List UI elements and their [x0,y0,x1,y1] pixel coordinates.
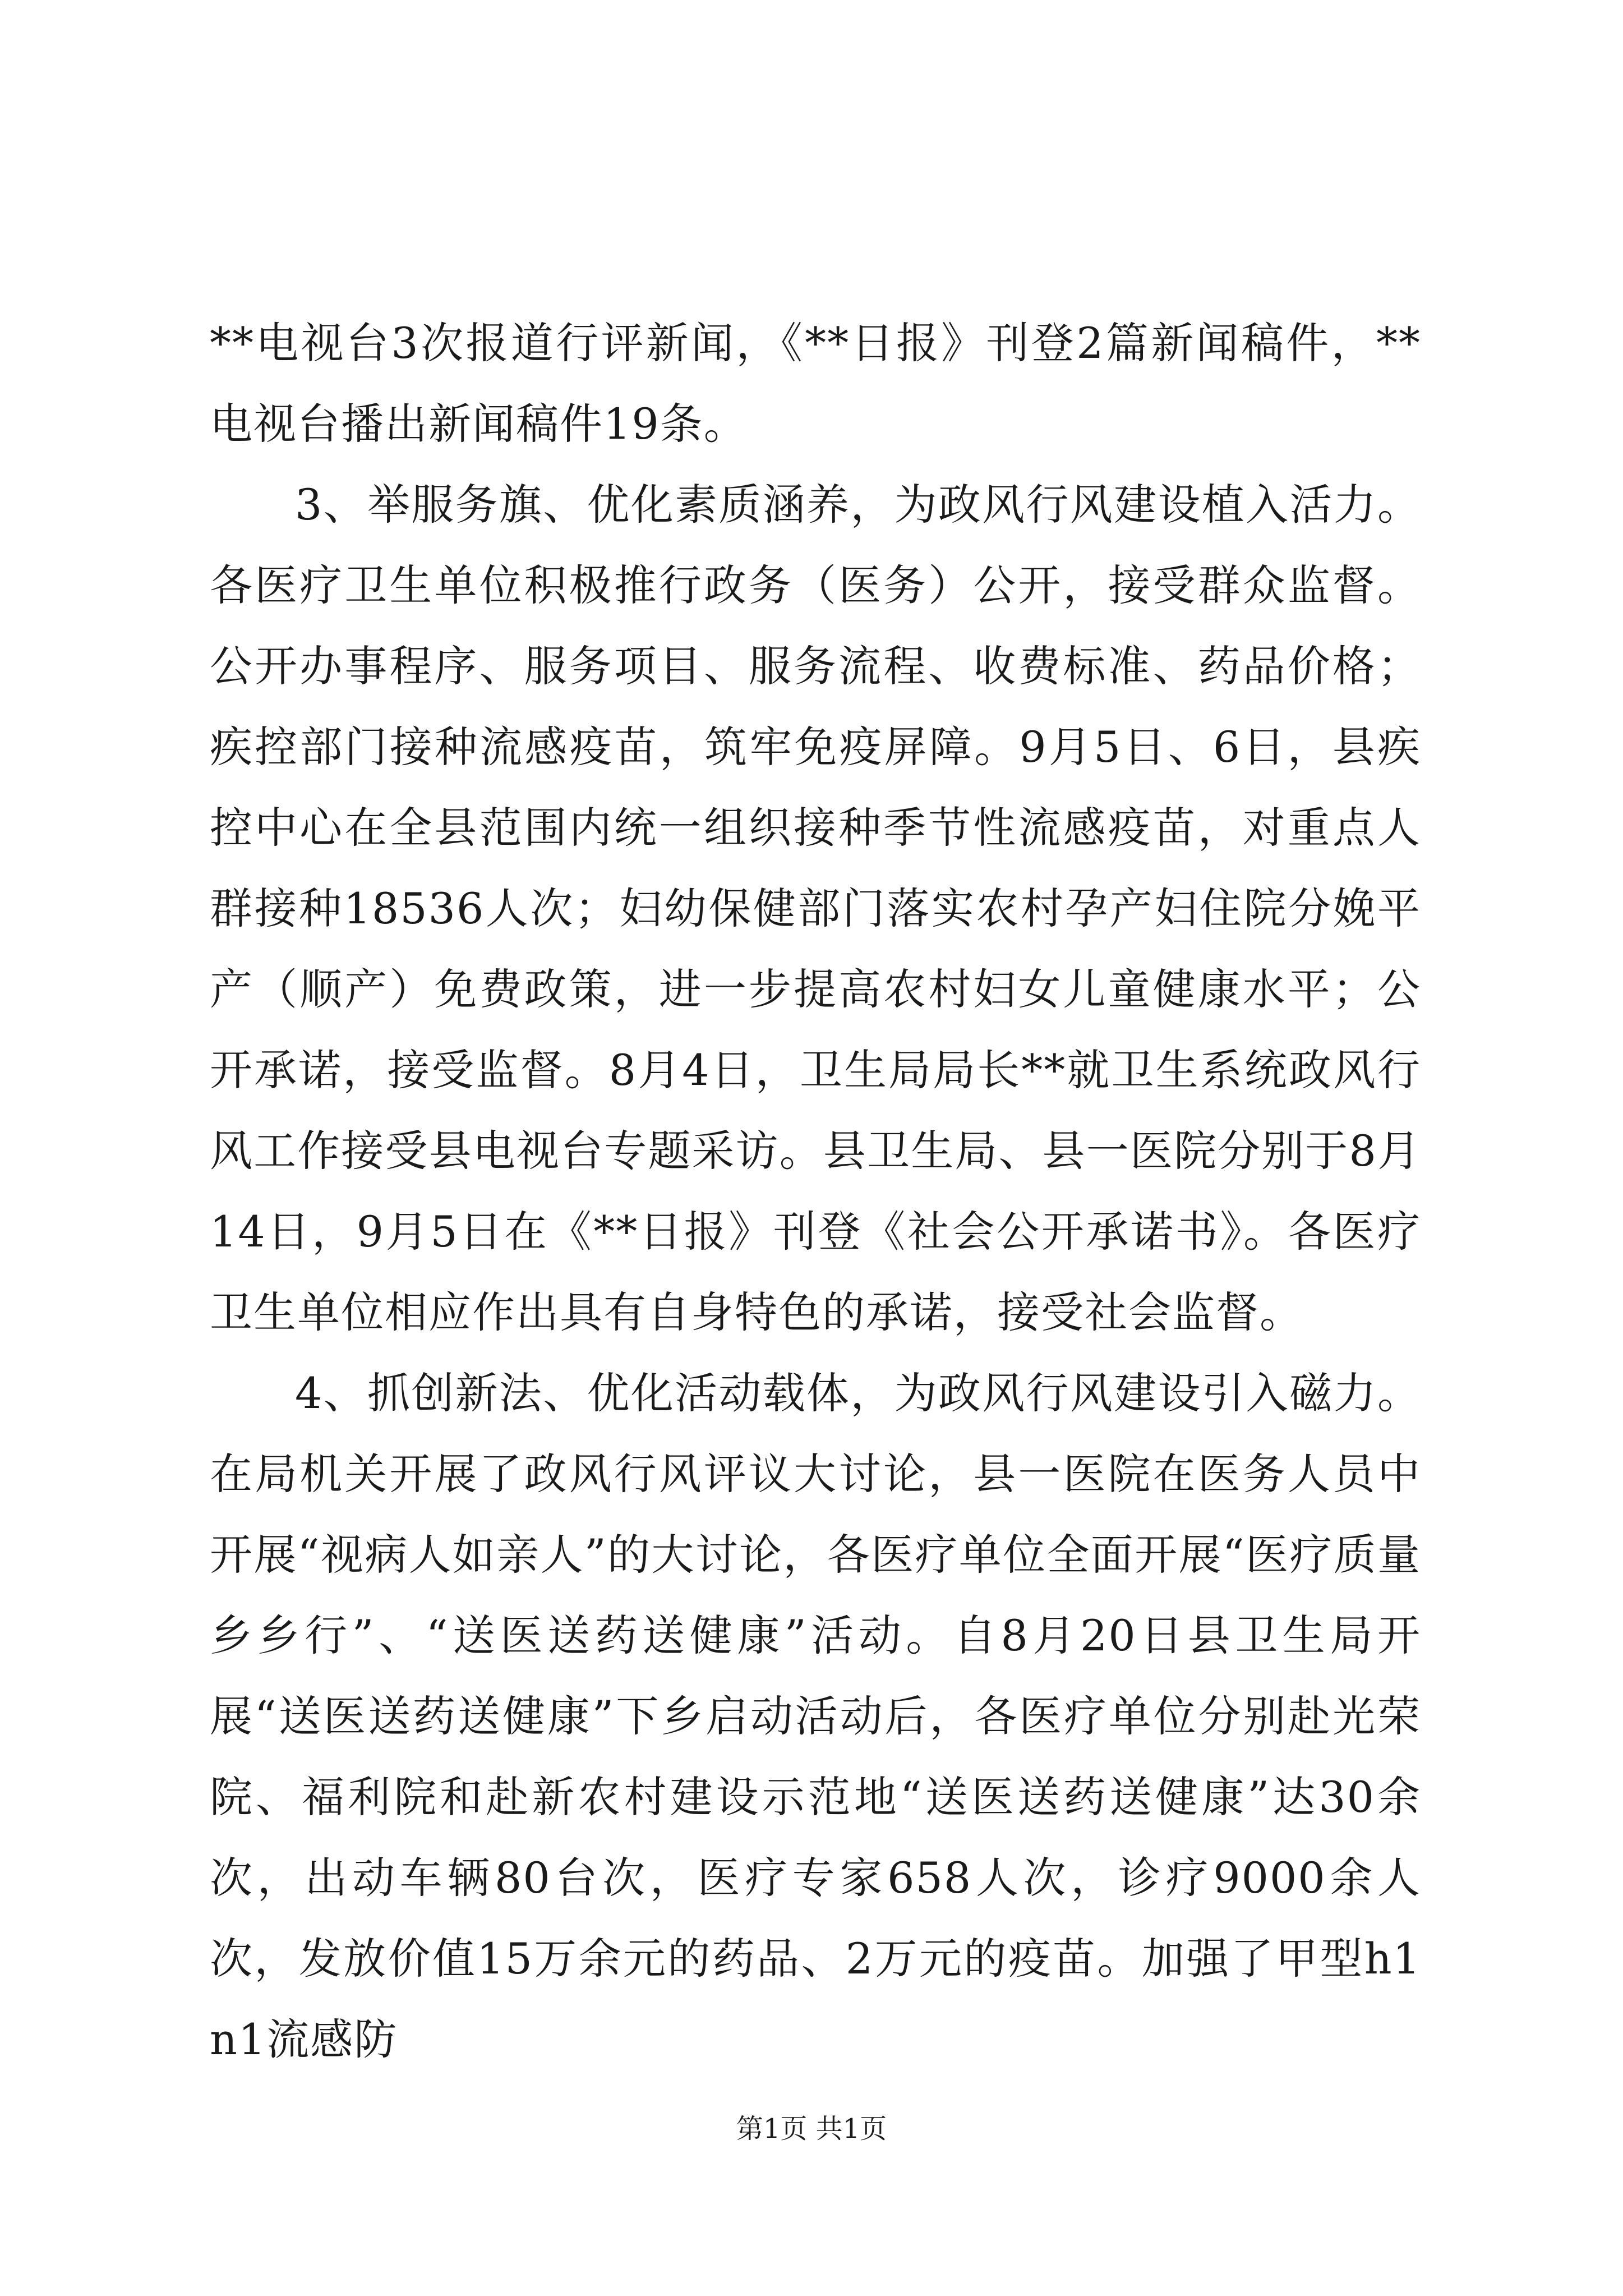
page-footer [0,2112,1623,2146]
paragraph-3: 4、抓创新法、优化活动载体，为政风行风建设引入磁力。在局机关开展了政风行风评议大讨论，县一医院在医务人员中开展“视病人如亲人”的大讨论，各医疗单位全面开展“医疗质量乡乡行”、“送医送药送健康”活动。自8月20日县卫生局开展“送医送药送健康”下乡启动活动后，各医疗单位分别赴光荣院、福利院和赴新农村建设示范地“送医送药送健康”达30余次，出动车辆80台次，医疗专家658人次，诊疗9000余人次，发放价值15万余元的药品、2万元的疫苗。加强了甲型h1n1流感防 [210,1368,1421,2064]
paragraph-1: **电视台3次报道行评新闻，《**日报》刊登2篇新闻稿件，**电视台播出新闻稿件19条。 [210,318,1421,449]
page-number-label: 第1页 共1页 [736,2113,887,2145]
document-body [210,303,1421,2080]
paragraph-2: 3、举服务旗、优化素质涵养，为政风行风建设植入活力。各医疗卫生单位积极推行政务（医务）公开，接受群众监督。公开办事程序、服务项目、服务流程、收费标准、药品价格；疾控部门接种流感疫苗，筑牢免疫屏障。9月5日、6日，县疾控中心在全县范围内统一组织接种季节性流感疫苗，对重点人群接种18536人次；妇幼保健部门落实农村孕产妇住院分娩平产（顺产）免费政策，进一步提高农村妇女儿童健康水平；公开承诺，接受监督。8月4日，卫生局局长**就卫生系统政风行风工作接受县电视台专题采访。县卫生局、县一医院分别于8月14日，9月5日在《**日报》刊登《社会公开承诺书》。各医疗卫生单位相应作出具有自身特色的承诺，接受社会监督。 [210,480,1421,1337]
